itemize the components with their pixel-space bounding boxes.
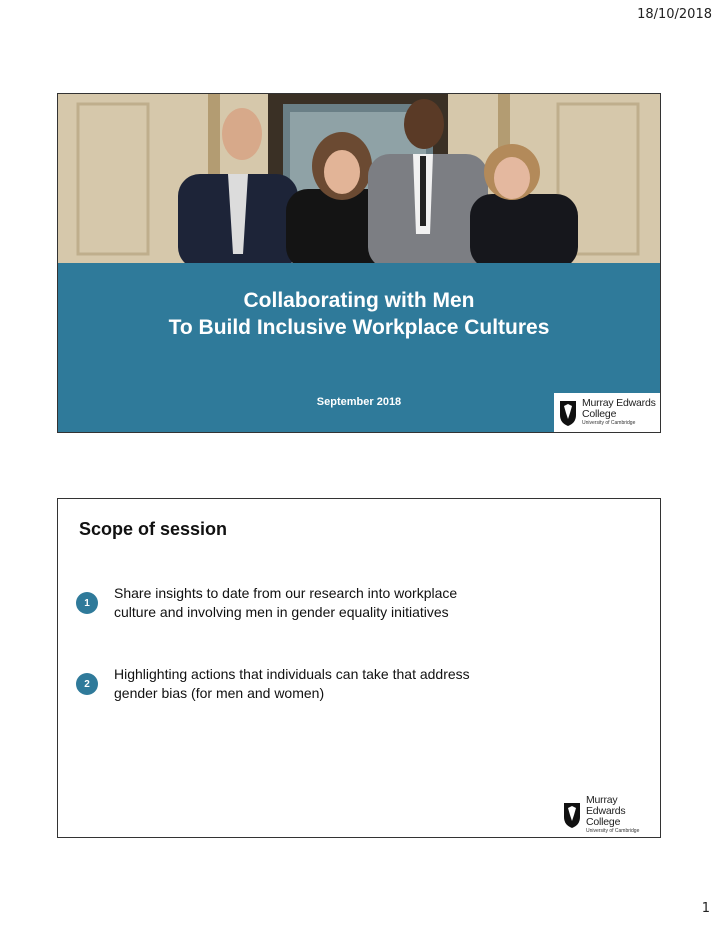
point-line-1: Highlighting actions that individuals can take that address [114,666,470,682]
page-number: 1 [701,901,710,916]
title-line-1: Collaborating with Men [243,289,475,312]
point-line-1: Share insights to date from our research into workplace [114,585,458,601]
logo-line-1: Murray Edwards [586,794,626,817]
point-text [114,665,470,703]
logo-line-2: College [582,408,617,420]
title-line-2: To Build Inclusive Workplace Cultures [168,316,550,339]
group-photo-icon [58,94,660,263]
slide-date: September 2018 [316,396,402,408]
page-date: 18/10/2018 [637,7,712,22]
college-logo [554,393,660,432]
list-item [76,665,636,703]
point-text [114,584,457,622]
title-banner [58,263,660,432]
point-line-2: gender bias (for men and women) [114,685,325,701]
crest-icon [558,399,578,427]
logo-line-3: University of Cambridge [582,420,636,426]
title-slide [57,93,661,433]
college-logo [558,794,658,834]
crest-icon [562,801,582,829]
slide-heading: Scope of session [79,519,228,539]
scope-slide [57,498,661,838]
logo-line-3: University of Cambridge [586,828,640,834]
slide-title [58,287,660,341]
number-badge: 2 [76,673,98,695]
point-line-2: culture and involving men in gender equality initiatives [114,604,449,620]
list-item [76,584,636,622]
logo-line-2: College [586,816,621,828]
logo-line-1: Murray Edwards [582,397,656,409]
number-badge: 1 [76,592,98,614]
